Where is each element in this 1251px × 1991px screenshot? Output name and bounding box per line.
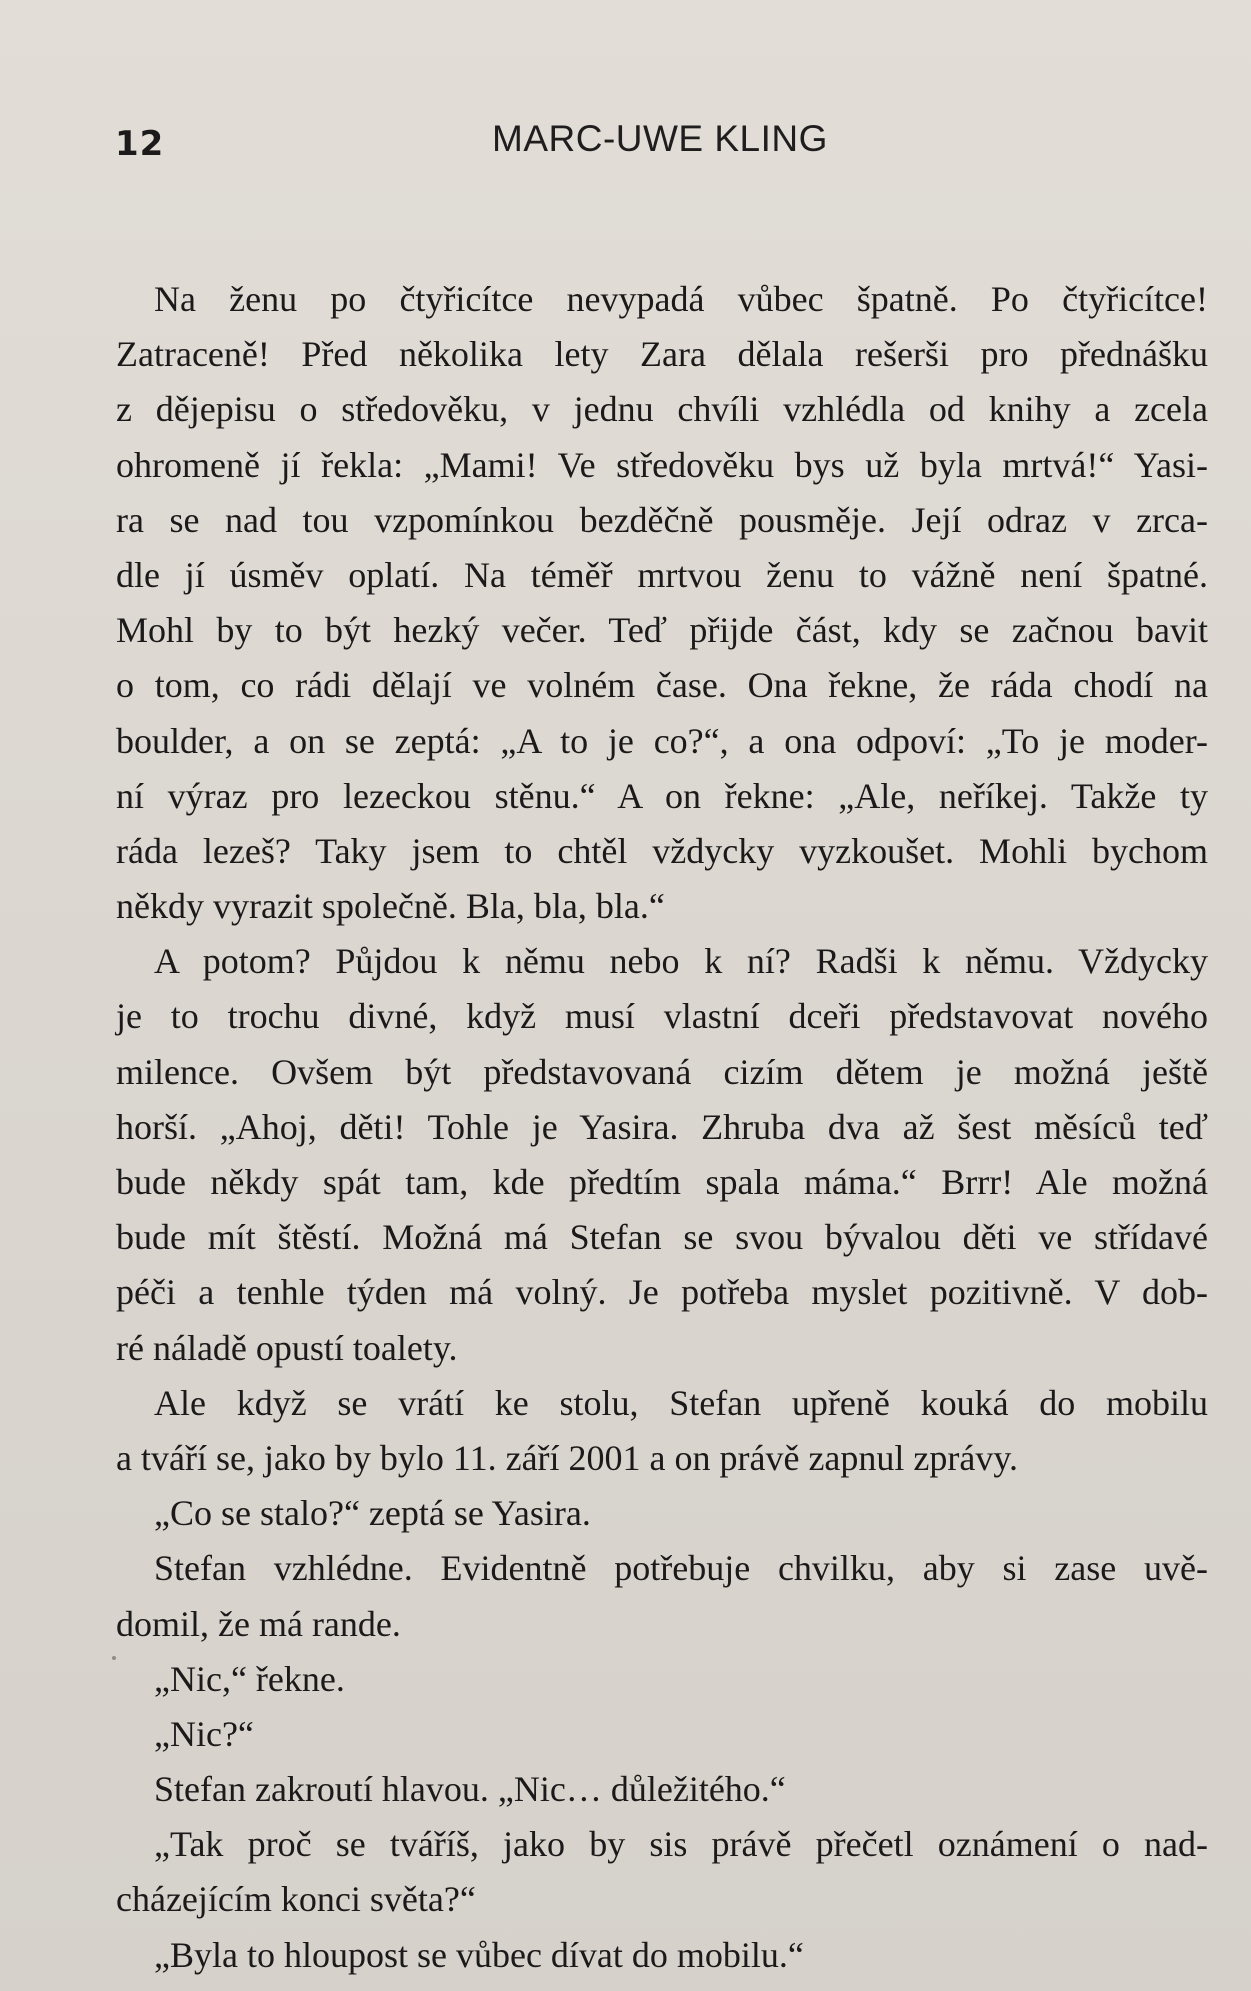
- text-line: je to trochu divné, když musí vlastní dceři představovat nového: [116, 996, 1208, 1037]
- text-line: z dějepisu o středověku, v jednu chvíli vzhlédla od knihy a zcela: [116, 389, 1208, 430]
- paragraph: [116, 1652, 1208, 1707]
- text-line: Stefan zakroutí hlavou. „Nic… důležitého.“: [154, 1769, 786, 1810]
- paragraph: [116, 934, 1208, 1376]
- text-line: „Co se stalo?“ zeptá se Yasira.: [154, 1493, 591, 1534]
- paragraph: [116, 1707, 1208, 1762]
- running-head-author: MARC-UWE KLING: [492, 118, 828, 159]
- page-number: 12: [115, 124, 165, 164]
- text-line: dle jí úsměv oplatí. Na téměř mrtvou ženu to vážně není špatné.: [116, 554, 1208, 595]
- text-line: „Byla to hloupost se vůbec dívat do mobilu.“: [154, 1934, 804, 1975]
- text-line: někdy vyrazit společně. Bla, bla, bla.“: [116, 886, 665, 927]
- text-line: a tváří se, jako by bylo 11. září 2001 a on právě zapnul zprávy.: [116, 1437, 1019, 1478]
- text-line: horší. „Ahoj, děti! Tohle je Yasira. Zhruba dva až šest měsíců teď: [116, 1106, 1208, 1147]
- text-line: „Nic,“ řekne.: [154, 1658, 345, 1699]
- body-text: [116, 272, 1208, 1983]
- text-line: Zatraceně! Před několika lety Zara dělala rešerši pro přednášku: [116, 334, 1208, 375]
- text-line: ní výraz pro lezeckou stěnu.“ A on řekne: „Ale, neříkej. Takže ty: [116, 775, 1208, 816]
- text-line: A potom? Půjdou k němu nebo k ní? Radši k němu. Vždycky: [154, 941, 1208, 982]
- paragraph: [116, 1541, 1208, 1651]
- paragraph: [116, 1762, 1208, 1817]
- dust-speck: [112, 1656, 116, 1660]
- paragraph: [116, 1486, 1208, 1541]
- text-line: „Tak proč se tváříš, jako by sis právě přečetl oznámení o nad-: [154, 1824, 1208, 1865]
- text-line: ra se nad tou vzpomínkou bezděčně pousměje. Její odraz v zrca-: [116, 499, 1208, 540]
- text-line: Mohl by to být hezký večer. Teď přijde část, kdy se začnou bavit: [116, 610, 1208, 651]
- text-line: Na ženu po čtyřicítce nevypadá vůbec špatně. Po čtyřicítce!: [154, 279, 1208, 319]
- text-line: cházejícím konci světa?“: [116, 1879, 476, 1920]
- paragraph: [116, 1817, 1208, 1927]
- text-line: o tom, co rádi dělají ve volném čase. Ona řekne, že ráda chodí na: [116, 665, 1208, 706]
- text-line: péči a tenhle týden má volný. Je potřeba myslet pozitivně. V dob-: [116, 1272, 1208, 1313]
- text-line: ré náladě opustí toalety.: [116, 1327, 458, 1368]
- text-line: domil, že má rande.: [116, 1603, 401, 1644]
- paragraph: [116, 1376, 1208, 1486]
- text-line: ohromeně jí řekla: „Mami! Ve středověku bys už byla mrtvá!“ Yasi-: [116, 444, 1208, 485]
- text-line: „Nic?“: [154, 1713, 254, 1754]
- text-line: boulder, a on se zeptá: „A to je co?“, a ona odpoví: „To je moder-: [116, 720, 1208, 761]
- text-line: bude mít štěstí. Možná má Stefan se svou bývalou děti ve střídavé: [116, 1217, 1208, 1258]
- text-line: Ale když se vrátí ke stolu, Stefan upřeně kouká do mobilu: [154, 1382, 1208, 1423]
- text-line: milence. Ovšem být představovaná cizím dětem je možná ještě: [116, 1051, 1208, 1092]
- text-line: ráda lezeš? Taky jsem to chtěl vždycky vyzkoušet. Mohli bychom: [116, 830, 1208, 871]
- paragraph: [116, 272, 1208, 934]
- text-line: bude někdy spát tam, kde předtím spala máma.“ Brrr! Ale možná: [116, 1162, 1208, 1202]
- paragraph: [116, 1928, 1208, 1983]
- text-line: Stefan vzhlédne. Evidentně potřebuje chvilku, aby si zase uvě-: [154, 1548, 1208, 1589]
